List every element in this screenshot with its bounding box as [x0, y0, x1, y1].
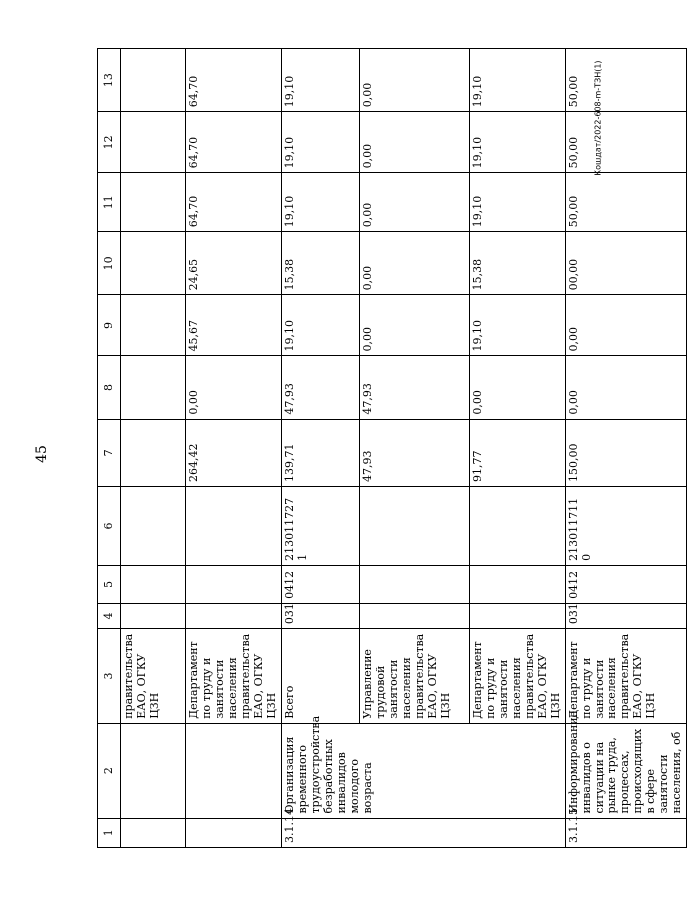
table-cell: Управление трудовой занятости населения правительства ЕАО, ОГКУ ЦЗН	[359, 629, 469, 724]
table-cell: Департамент по труду и занятости населения правительства ЕАО, ОГКУ ЦЗН	[186, 629, 282, 724]
table-cell: 19,10	[281, 295, 359, 356]
table-cell	[121, 49, 186, 112]
table-cell	[121, 112, 186, 173]
table-cell: Информирование инвалидов о ситуации на рынке труда, процессах, происходящих в сфере занятости населения, об	[565, 723, 687, 818]
table-cell: 139,71	[281, 419, 359, 486]
table-cell: 15,38	[281, 232, 359, 295]
table-cell: Организация временного трудоустройства безработных инвалидов молодого возраста	[281, 723, 565, 818]
table-cell: 19,10	[469, 173, 565, 232]
table-cell: 47,93	[281, 356, 359, 419]
table-cell	[186, 818, 282, 847]
table-cell: 3.1.14	[281, 818, 565, 847]
table-row	[281, 49, 359, 848]
table-row	[186, 49, 282, 848]
table-cell: правительства ЕАО, ОГКУ ЦЗН	[121, 629, 186, 724]
table-cell: 19,10	[469, 112, 565, 173]
table-cell: 0412	[281, 565, 359, 603]
budget-table	[97, 48, 687, 848]
table-cell	[121, 173, 186, 232]
table-cell: 50,00	[565, 49, 687, 112]
table-cell	[359, 565, 469, 603]
header-cell: 9	[98, 295, 121, 356]
table-cell	[186, 565, 282, 603]
table-cell	[121, 486, 186, 565]
table-cell	[121, 565, 186, 603]
table-cell: 50,00	[565, 112, 687, 173]
table-cell: Департамент по труду и занятости населения правительства ЕАО, ОГКУ ЦЗН	[469, 629, 565, 724]
table-cell	[121, 419, 186, 486]
table-cell	[121, 603, 186, 628]
table-cell: 2130117271	[281, 486, 359, 565]
table-cell: 0,00	[359, 112, 469, 173]
header-row	[98, 49, 121, 848]
table-cell: 19,10	[469, 49, 565, 112]
header-cell: 10	[98, 232, 121, 295]
table-cell: 264,42	[186, 419, 282, 486]
table-cell	[469, 565, 565, 603]
header-cell: 11	[98, 173, 121, 232]
table-cell: 19,10	[281, 49, 359, 112]
header-cell: 1	[98, 818, 121, 847]
table-cell	[121, 295, 186, 356]
table-cell	[121, 356, 186, 419]
table-cell	[359, 603, 469, 628]
table-cell: 150,00	[565, 419, 687, 486]
header-cell: 5	[98, 565, 121, 603]
table-cell	[186, 486, 282, 565]
table-cell	[186, 603, 282, 628]
table-cell: 0,00	[359, 295, 469, 356]
table-cell: 0412	[565, 565, 687, 603]
table-cell: 0,00	[359, 49, 469, 112]
page-number: 45	[34, 445, 50, 463]
table-cell: 031	[565, 603, 687, 628]
table-cell: 0,00	[359, 173, 469, 232]
table-cell: 0,00	[186, 356, 282, 419]
table-cell: 0,00	[565, 356, 687, 419]
table-cell: 64,70	[186, 49, 282, 112]
table-cell: 3.1.15	[565, 818, 687, 847]
header-cell: 13	[98, 49, 121, 112]
table-cell	[469, 486, 565, 565]
table-cell: 031	[281, 603, 359, 628]
table-cell	[469, 603, 565, 628]
table-cell	[121, 723, 186, 818]
table-row	[565, 49, 687, 848]
table-cell: 50,00	[565, 173, 687, 232]
table-cell: 19,10	[281, 173, 359, 232]
table-cell: 2130117110	[565, 486, 687, 565]
header-cell: 2	[98, 723, 121, 818]
table-cell: 19,10	[281, 112, 359, 173]
table-cell: Всего	[281, 629, 359, 724]
table-cell	[121, 232, 186, 295]
table-cell: 15,38	[469, 232, 565, 295]
table-cell: 47,93	[359, 356, 469, 419]
table-cell: 91,77	[469, 419, 565, 486]
table-cell: 45,67	[186, 295, 282, 356]
table-cell: 64,70	[186, 112, 282, 173]
table-cell	[359, 486, 469, 565]
table-cell: 47,93	[359, 419, 469, 486]
header-cell: 7	[98, 419, 121, 486]
header-cell: 12	[98, 112, 121, 173]
table-cell: 0,00	[565, 295, 687, 356]
header-cell: 6	[98, 486, 121, 565]
table-cell	[121, 818, 186, 847]
table-cell	[186, 723, 282, 818]
table-cell: 0,00	[359, 232, 469, 295]
document-reference: Кошдат/2022-608-m-ТЗН(1)	[593, 60, 603, 176]
table-cell: 00,00	[565, 232, 687, 295]
table-cell: 64,70	[186, 173, 282, 232]
header-cell: 3	[98, 629, 121, 724]
header-cell: 4	[98, 603, 121, 628]
table-cell: Департамент по труду и занятости населения правительства ЕАО, ОГКУ ЦЗН	[565, 629, 687, 724]
table-cell: 0,00	[469, 356, 565, 419]
header-cell: 8	[98, 356, 121, 419]
table-cell: 24,65	[186, 232, 282, 295]
table-cell: 19,10	[469, 295, 565, 356]
table-row	[121, 49, 186, 848]
